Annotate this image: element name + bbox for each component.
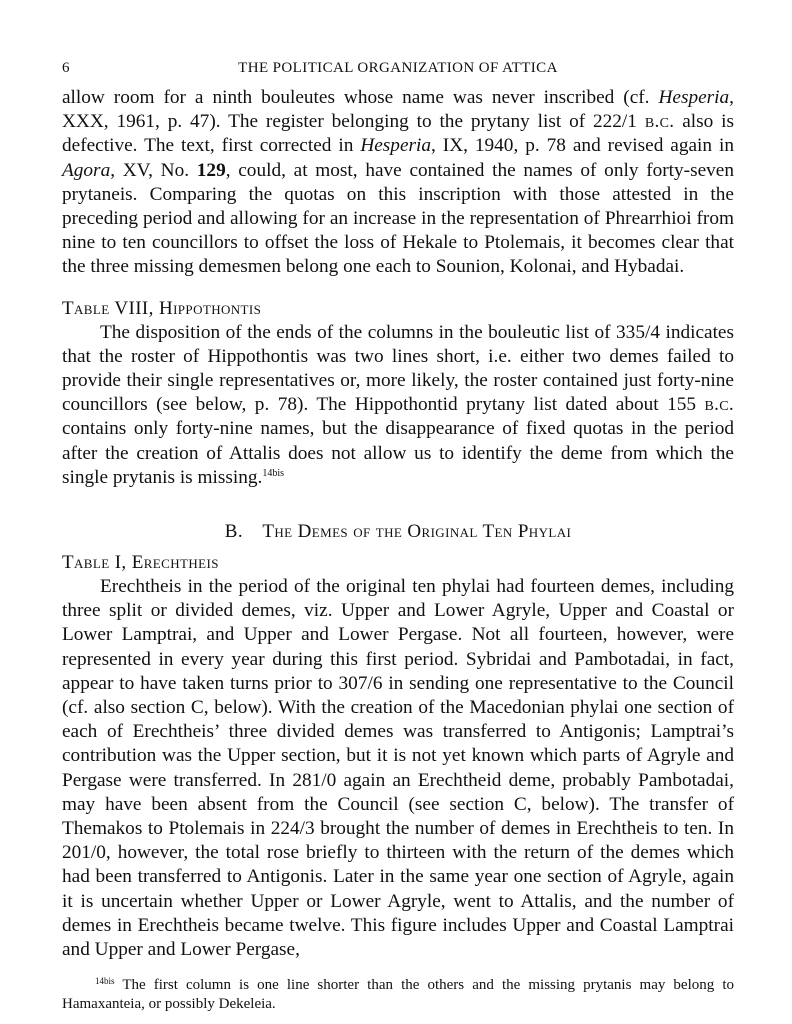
paragraph-hekale: allow room for a ninth bouleutes whose name was never inscribed (cf. Hesperia, XXX, 1961, p. 47). The register belonging to the prytany list of 222/1 b.c. also is defective. The text, first corrected in Hesperia, IX, 1940, p. 78 and revised again in Agora, XV, No. 129, could, at most, have contained the names of only forty-seven prytaneis. Comparing the quotas on this inscription with those attested in the preceding period and allowing for an increase in the representation of Phrearrhioi from nine to ten councillors to offset the loss of Hekale to Ptolemais, it becomes clear that the three missing demesmen belong one each to Sounion, Kolonai, and Hybadai. xyxy=(62,87,734,278)
heading-section-b: B. The Demes of the Original Ten Phylai xyxy=(224,521,572,543)
journal-title: Hesperia xyxy=(658,87,730,108)
era-abbrev: b.c. xyxy=(644,111,675,133)
running-title: THE POLITICAL ORGANIZATION OF ATTICA xyxy=(238,60,558,76)
footnote-marker: 14bis xyxy=(95,976,115,987)
page xyxy=(62,60,734,1014)
running-head xyxy=(62,60,734,86)
era-abbrev: b.c. xyxy=(704,394,734,416)
footnote-text: The first column is one line shorter than the others and the missing prytanis may belong to Hamaxanteia, or possibly Dekeleia. xyxy=(62,977,734,1013)
paragraph-hippothontis: The disposition of the ends of the columns in the bouleutic list of 335/4 indicates that the roster of Hippothontis was two lines short, i.e. either two demes failed to provide their single representatives or, more likely, the roster contained just forty-nine councillors (see below, p. 78). The Hippothontid prytany list dated about 155 b.c. contains only forty-nine names, but the disappearance of fixed quotas in the period after the creation of Attalis does not allow us to identify the deme from which the single prytanis is missing.$^{14bis}$ xyxy=(62,321,734,488)
heading-table-i: Table I, Erechtheis xyxy=(62,552,219,574)
heading-table-viii: Table VIII, Hippothontis xyxy=(62,297,262,319)
footnote-ref[interactable]: 14bis xyxy=(262,467,284,479)
journal-title: Agora xyxy=(62,159,111,181)
paragraph-erechtheis: Erechtheis in the period of the original ten phylai had fourteen demes, including three split or divided demes, viz. Upper and Lower Agryle, Upper and Coastal or Lower Lamptrai, and Upper and Lower Pergase. Not all fourteen, however, were represented in every year during this first period. Sybridai and Pambotadai, in fact, appear to have taken turns prior to 307/6 in sending one representative to the Council (cf. also section C, below). With the creation of the Macedonian phylai one section of each of Erechtheis’ three divided demes was transferred to Antigonis; Lamptrai’s contribution was the Upper section, but it is not yet known which parts of Agryle and Pergase were transferred. In 281/0 again an Erechtheid deme, probably Pambotadai, may have been absent from the Council (see section C, below). The transfer of Themakos to Ptolemais in 224/3 brought the number of demes in Erechtheis to ten. In 201/0, however, the total rose briefly to thirteen with the return of the demes which had been transferred to Antigonis. Later in the same year one section of Agryle, again it is uncertain whether Upper or Lower Agryle, went to Attalis, and the number of demes in Erechtheis became twelve. This figure includes Upper and Coastal Lamptrai and Upper and Lower Pergase, xyxy=(62,576,734,961)
footnote xyxy=(62,976,734,1014)
inscription-number: 129 xyxy=(196,159,226,181)
journal-title: Hesperia xyxy=(360,135,431,157)
page-number: 6 xyxy=(62,60,70,76)
